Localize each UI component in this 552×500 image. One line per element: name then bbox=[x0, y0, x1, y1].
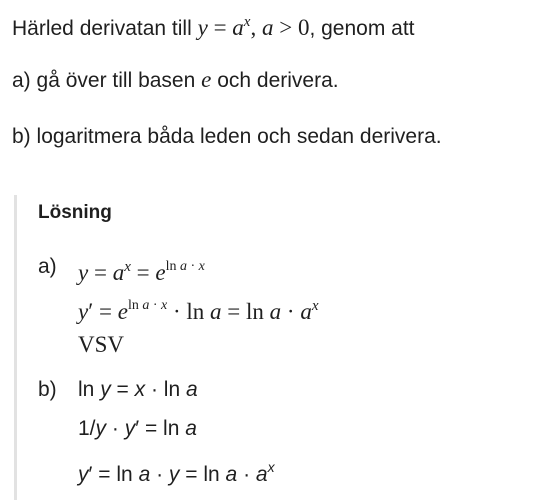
part-b-text: logaritmera båda leden och sedan derivera. bbox=[36, 125, 442, 148]
intro-text-end: , genom att bbox=[309, 17, 415, 40]
intro-formula: $y = a^x$, a > 0 bbox=[197, 14, 310, 40]
solution-a-line-1: $y = a^x = e^{ln a \cdot x}$ bbox=[78, 259, 205, 285]
part-a-base: e bbox=[201, 67, 212, 92]
part-a-label: a) bbox=[12, 69, 31, 92]
problem-part-b bbox=[12, 123, 442, 151]
solution-b-label: b) bbox=[38, 378, 57, 401]
solution-a-line-3: VSV bbox=[78, 332, 125, 357]
part-b-label: b) bbox=[12, 125, 31, 148]
part-a-text: gå över till basen bbox=[36, 69, 202, 92]
solution-b-line-3: $y' = \ln a \cdot y = \ln a \cdot a^x$ bbox=[78, 459, 275, 486]
solution-box bbox=[14, 195, 551, 500]
solution-a-label: a) bbox=[38, 255, 57, 278]
solution-b-line-2: 1/y · y′ = ln a bbox=[78, 417, 197, 440]
solution-title: Lösning bbox=[38, 202, 112, 223]
solution-a-line-2: $y' = e^{ln a \cdot x} \cdot \ln a = \ln a \cdot a^x$ bbox=[78, 298, 319, 324]
solution-b-line-1: ln y = x · ln a bbox=[78, 378, 198, 401]
problem-intro bbox=[12, 8, 415, 43]
problem-part-a bbox=[12, 66, 339, 95]
part-a-text-end: och derivera. bbox=[211, 69, 339, 92]
intro-text: Härled derivatan till bbox=[12, 17, 198, 40]
